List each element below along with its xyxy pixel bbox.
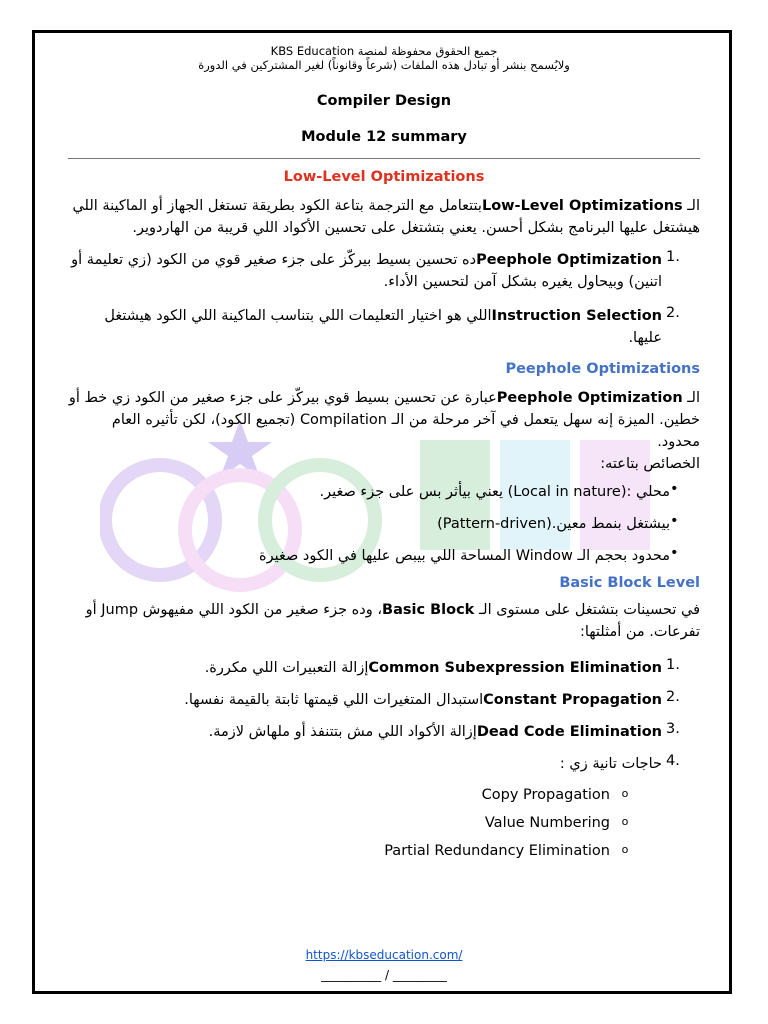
sub-list-item [68, 843, 640, 859]
low-level-heading: Low-Level Optimizations [283, 169, 485, 185]
peephole-intro [68, 387, 700, 453]
intro-term: Basic Block [382, 602, 475, 618]
rights-line: جميع الحقوق محفوظة لمنصة KBS Education [270, 44, 498, 58]
circle-bullet-icon: o [621, 843, 629, 856]
bullet-text: محدود بحجم الـ Window المساحة اللي بيبص عليها في الكود صغيرة [259, 548, 670, 564]
sub-list-item [68, 815, 640, 831]
item-number: 1. [666, 657, 680, 673]
intro-prefix: الـ [687, 390, 700, 406]
list-item [68, 753, 700, 775]
list-item [68, 721, 700, 743]
item-text: اللي هو اختيار التعليمات اللي بتناسب الماكينة اللي الكود هيشتغل عليها. [104, 308, 662, 346]
item-term: Dead Code Elimination [476, 724, 662, 740]
course-title: Compiler Design [316, 93, 452, 109]
document-body [68, 44, 700, 859]
list-item [68, 657, 700, 679]
basic-block-intro [68, 599, 700, 643]
item-text: إزالة التعبيرات اللي مكررة. [204, 660, 369, 676]
signature-line: __________ / _________ [321, 968, 447, 982]
low-level-intro [68, 195, 700, 239]
bullet-item [68, 545, 700, 567]
item-number: 1. [666, 249, 680, 265]
bullet-icon: • [670, 545, 679, 561]
bullet-text: محلي :(Local in nature) يعني بيأثر بس على جزء صغير. [319, 484, 670, 500]
item-number: 2. [666, 689, 680, 705]
item-number: 4. [666, 753, 680, 769]
footer [0, 948, 768, 962]
intro-term: Low-Level Optimizations [481, 198, 683, 214]
website-link[interactable]: https://kbseducation.com/ [305, 948, 463, 962]
sub-item-text: Copy Propagation [481, 787, 610, 803]
circle-bullet-icon: o [621, 815, 629, 828]
sub-item-text: Value Numbering [484, 815, 610, 831]
item-term: Peephole Optimization [476, 252, 662, 268]
item-text: إزالة الأكواد اللي مش بتتنفذ أو ملهاش لازمة. [208, 724, 477, 740]
header-divider [68, 158, 700, 159]
sub-item-text: Partial Redundancy Elimination [384, 843, 610, 859]
sub-list-item [68, 787, 640, 803]
circle-bullet-icon: o [621, 787, 629, 800]
list-item [68, 305, 700, 349]
item-term: Common Subexpression Elimination [368, 660, 662, 676]
item-text: استبدال المتغيرات اللي قيمتها ثابتة بالقيمة نفسها. [184, 692, 484, 708]
item-term: Instruction Selection [491, 308, 662, 324]
list-item [68, 249, 700, 293]
intro-term: Peephole Optimization [496, 390, 683, 406]
item-number: 2. [666, 305, 680, 321]
item-text: حاجات تانية زي : [559, 756, 662, 772]
item-term: Constant Propagation [483, 692, 662, 708]
intro-text: عبارة عن تحسين بسيط قوي بيركّز على جزء صغير من الكود زي خط أو خطين. الميزة إنه سهل يتعمل في آخر مرحلة من الـ Compilation (تجميع الكود)، لكن تأثيره العام محدود. [68, 390, 700, 450]
item-number: 3. [666, 721, 680, 737]
bullet-item [68, 513, 700, 535]
bullet-icon: • [670, 481, 679, 497]
list-item [68, 689, 700, 711]
bullet-icon: • [670, 513, 679, 529]
properties-label: الخصائص بتاعته: [600, 456, 700, 472]
intro-text: بتتعامل مع الترجمة بتاعة الكود بطريقة تستغل الجهاز أو الماكينة اللي هيشتغل عليها البرنامج بشكل أحسن. يعني بتشتغل على تحسين الأكواد اللي قريبة من الهاردوير. [72, 198, 700, 236]
intro-after: ، وده جزء صغير من الكود اللي مفيهوش Jump أو تفرعات. من أمثلتها: [85, 602, 700, 640]
warning-line: ولايُسمح بنشر أو تبادل هذه الملفات (شرعاً وقانوناً) لغير المشتركين في الدورة [198, 58, 570, 72]
intro-before: في تحسينات بتشتغل على مستوى الـ [478, 602, 700, 618]
bullet-text: بيشتغل بنمط معين.(Pattern-driven) [437, 516, 670, 532]
bullet-item [68, 481, 700, 503]
basic-block-heading: Basic Block Level [559, 575, 700, 591]
intro-prefix: الـ [687, 198, 700, 214]
item-text: ده تحسين بسيط بيركّز على جزء صغير قوي من الكود (زي تعليمة أو اتنين) وبيحاول يغيره بشكل آمن لتحسين الأداء. [71, 252, 662, 290]
peephole-heading: Peephole Optimizations [505, 361, 700, 377]
module-title: Module 12 summary [301, 129, 467, 145]
